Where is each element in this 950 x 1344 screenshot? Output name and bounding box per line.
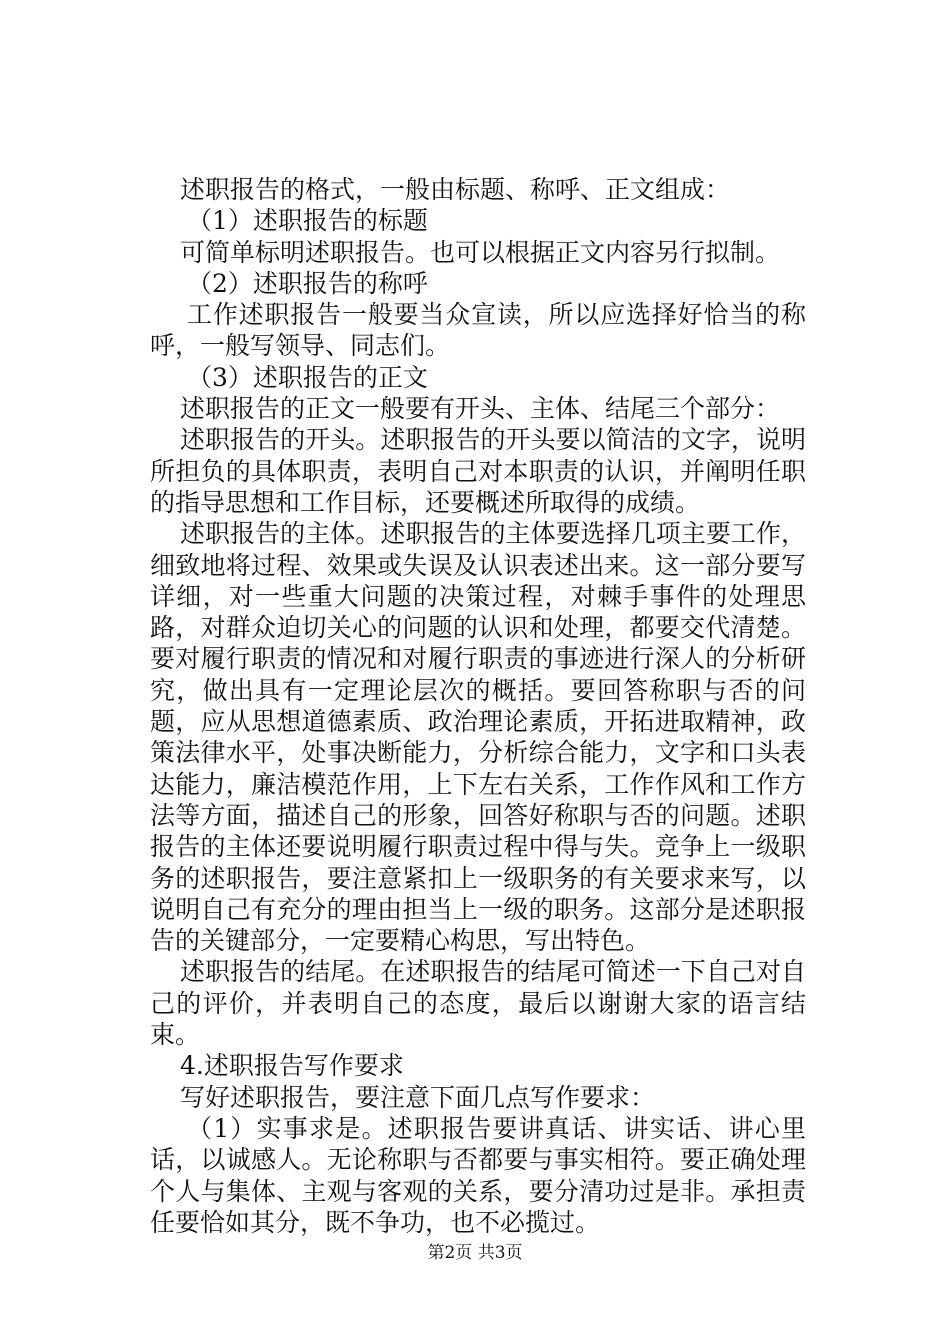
heading-writing-requirements: 4.述职报告写作要求 [180,1051,404,1081]
document-body [150,174,806,1238]
paragraph-main-body: 述职报告的主体。述职报告的主体要选择几项主要工作，细致地将过程、效果或失误及认识表述出来。这一部分要写详细，对一些重大问题的决策过程，对棘手事件的处理思路，对群众迫切关心的问题的认识和处理，都要交代清楚。要对履行职责的情况和对履行职责的事迹进行深人的分析研究，做出具有一定理论层次的概括。要回答称职与否的问题，应从思想道德素质、政治理论素质，开拓进取精神，政策法律水平，处事决断能力，分析综合能力，文字和口头表达能力，廉洁模范作用，上下左右关系，工作作风和工作方法等方面，描述自己的形象，回答好称职与否的问题。述职报告的主体还要说明履行职责过程中得与失。竞争上一级职务的述职报告，要注意紧扣上一级职务的有关要求来写，以说明自己有充分的理由担当上一级的职务。这部分是述职报告的关键部分，一定要精心构思，写出特色。 [150,519,806,956]
paragraph-requirements-intro: 写好述职报告，要注意下面几点写作要求： [180,1082,656,1112]
paragraph-format-intro: 述职报告的格式，一般由标题、称呼、正文组成： [180,175,731,204]
paragraph-salutation: 工作述职报告一般要当众宣读，所以应选择好恰当的称呼，一般写领导、同志们。 [150,300,806,361]
heading-title-section: （1）述职报告的标题 [187,206,428,236]
paragraph-ending: 述职报告的结尾。在述职报告的结尾可简述一下自己对自己的评价，并表明自己的态度，最后以谢谢大家的语言结束。 [150,957,806,1050]
heading-salutation-section: （2）述职报告的称呼 [187,268,428,298]
paragraph-title: 可简单标明述职报告。也可以根据正文内容另行拟制。 [180,237,781,267]
paragraph-requirement-1: （1）实事求是。述职报告要讲真话、讲实话、讲心里话，以诚感人。无论称职与否都要与事实相符。要正确处理个人与集体、主观与客观的关系，要分清功过是非。承担责任要恰如其分，既不争功，也不必揽过。 [150,1113,806,1237]
paragraph-body-parts: 述职报告的正文一般要有开头、主体、结尾三个部分： [180,394,781,424]
paragraph-opening: 述职报告的开头。述职报告的开头要以简洁的文字，说明所担负的具体职责，表明自己对本职责的认识，并阐明任职的指导思想和工作目标，还要概述所取得的成绩。 [150,425,806,517]
heading-body-section: （3）述职报告的正文 [187,362,428,392]
page-footer: 第2页 共3页 [427,1243,523,1263]
